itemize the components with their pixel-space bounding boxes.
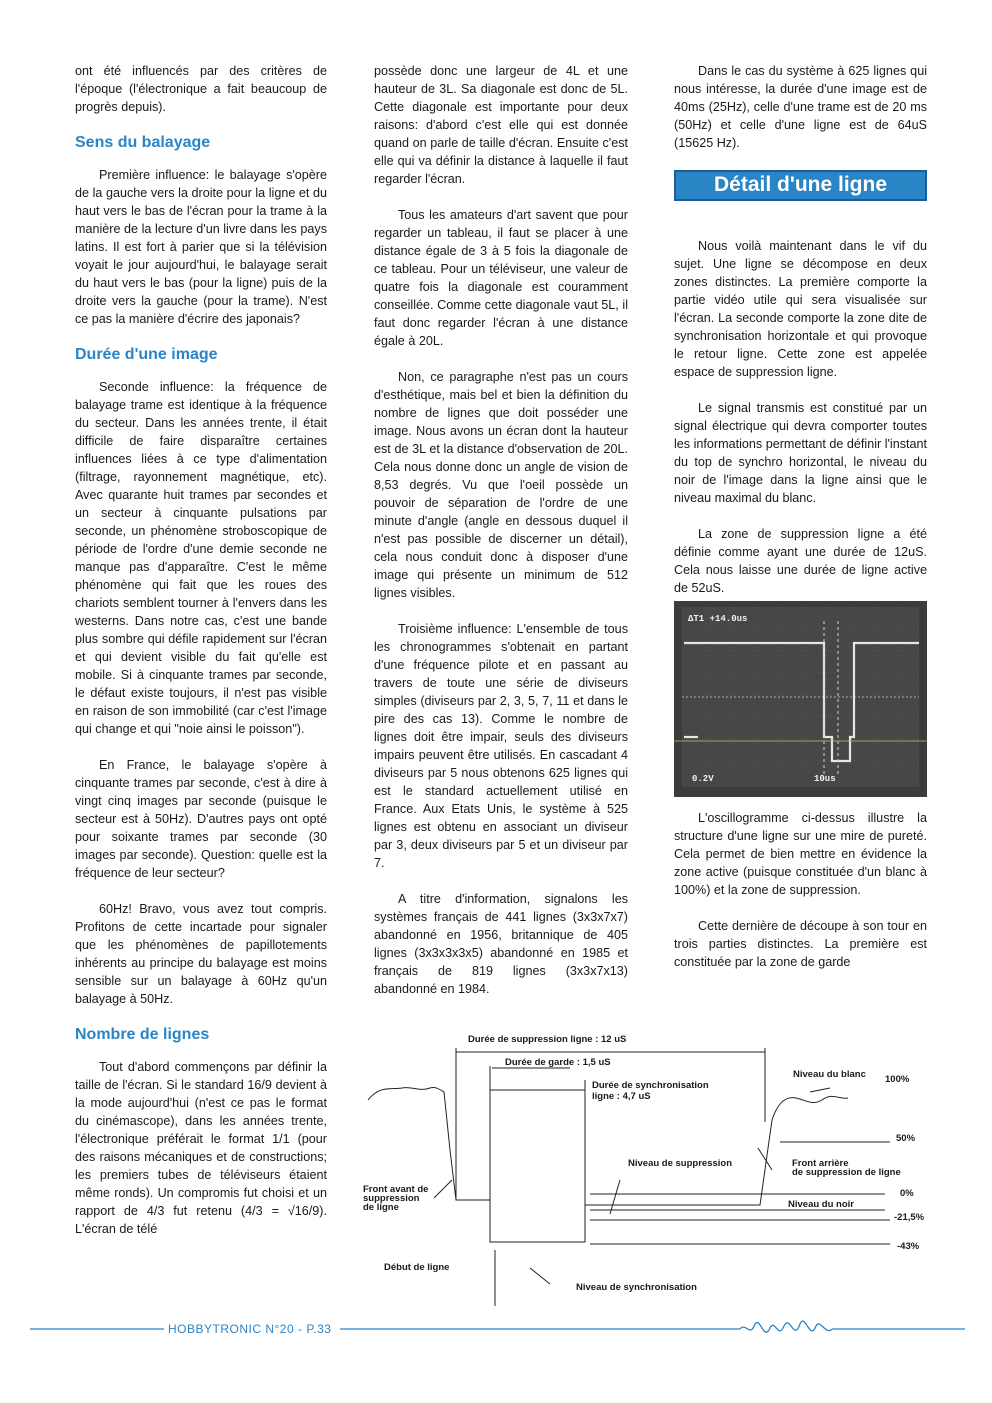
column-left [75,62,327,1256]
section-heading-nombre-lignes: Nombre de lignes [75,1026,210,1043]
label-front-porch-1: Front avant de [363,1184,429,1195]
label-minus-43pct: -43% [897,1241,920,1252]
paragraph: Le signal transmis est constitué par un signal électrique qui devra comporter toutes les informations permettant de définir l'instant du top de synchro horizontal, le niveau du noir de l'image dans la ligne ainsi que le niveau maximal du blanc. [674,401,928,505]
label-sync-duration-1: Durée de synchronisation [592,1080,709,1091]
oscilloscope-image [674,601,927,797]
paragraph: Nous voilà maintenant dans le vif du sujet. Une ligne se décompose en deux zones distinctes. La première comporte la partie vidéo utile qui sera visualisée sur l'écran. La seconde comporte la zone dite de synchronisation horizontale et qui provoque le retour ligne. Cette zone est appelée espace de suppression ligne. [674,239,927,379]
paragraph: Tous les amateurs d'art savent que pour regarder un tableau, il faut se placer à une distance égale de 3 à 5 fois la diagonale de ce tableau. Pour un téléviseur, une valeur de quatre fois la diagonale est couramment conseillée. Comme cette diagonale vaut 5L, il faut donc regarder l'écran à une distance égale à 20L. [374,208,628,348]
footer-page-label: HOBBYTRONIC N°20 - P.33 [168,1322,332,1336]
paragraph: possède donc une largeur de 4L et une hauteur de 3L. Sa diagonale est donc de 5L. Cette diagonale est importante pour deux raisons: d'abord c'est elle qui est donnée quand on parle de taille d'écran. Ensuite c'est elle qui va définir la distance à laquelle il faut regarder l'écran. [374,64,628,186]
paragraph: Cette dernière de découpe à son tour en trois parties distinctes. La première est constituée par la zone de garde [674,919,927,969]
label-guard-duration: Durée de garde : 1,5 uS [505,1057,611,1068]
label-minus-21-5pct: -21,5% [894,1212,925,1223]
label-white-level: Niveau du blanc [793,1069,866,1080]
label-suppression-level: Niveau de suppression [628,1158,733,1169]
label-back-porch-2: de suppression de ligne [792,1167,901,1178]
label-sync-duration-2: ligne : 4,7 uS [592,1091,651,1102]
paragraph: Troisième influence: L'ensemble de tous les chronogrammes s'obtenait en partant d'une fréquence pilote et en passant au travers de toute une série de diviseurs simples (diviseurs par 2, 3, 5, 7, 11 et dans le pire des cas 13). Comme le nombre de lignes doit être impair, seuls des diviseurs impairs peuvent être utilisés. En cascadant 4 diviseurs par 5 nous obtenons 625 lignes qui est le standard actuellement utilisé en France. Aux Etats Unis, le système à 525 lignes est obtenu en associant un diviseur par 3, deux diviseurs par 5 et un diviseur par 7. [374,622,628,870]
column-middle [374,62,628,1016]
paragraph: Première influence: le balayage s'opère de la gauche vers la droite pour la ligne et du haut vers le bas de l'écran pour la trame à la manière de la lecture d'un livre dans les pays latins. Il est fort à parier que si la télévision voyait le jour aujourd'hui, le balayage serait du haut vers le bas (pour la ligne) puis de la droite vers la gauche (pour la trame). N'est ce pas la manière d'écrire des japonais? [75,168,327,326]
paragraph: Seconde influence: la fréquence de balayage trame est identique à la fréquence du secteur. Dans les années trente, il était difficile de faire disparaître certaines influences liées à ce type d'alimentation (filtrage, rayonnement magnétique, etc). Avec quarante huit trames par secondes et un secteur à cinquante pulsations par seconde, un phénomène stroboscopique de période de l'ordre d'une demie seconde ne manque pas d'apparaître. C'est le même phénomène qui fait que les roues des chariots semblent tourner à l'envers dans les westerns. Dans notre cas, c'est une bande plus sombre qui défile rapidement sur l'écran et qui devient visible du fait qu'elle est mobile. Si à cinquante trames par seconde, le défaut existe toujours, il n'est pas visible en raison de son immobilité (car c'est l'image qui change et qui "noie ainsi le poisson"). [75,380,327,736]
label-0pct: 0% [900,1188,914,1199]
section-banner-detail-ligne: Détail d'une ligne [674,170,927,201]
label-50pct: 50% [896,1133,916,1144]
paragraph: A titre d'information, signalons les systèmes français de 441 lignes (3x3x7x7) abandonné en 1956, britannique de 405 lignes (3x3x3x3x5) abandonné en 1985 et français de 819 lignes (3x3x7x13) abandonné en 1984. [374,892,628,996]
section-heading-sens-balayage: Sens du balayage [75,134,211,151]
label-suppression-duration: Durée de suppression ligne : 12 uS [468,1034,627,1045]
paragraph: ont été influencés par des critères de l'époque (l'électronique a fait beaucoup de progrès depuis). [75,64,327,114]
label-100pct: 100% [885,1074,910,1085]
label-sync-level: Niveau de synchronisation [576,1282,697,1293]
paragraph: La zone de suppression ligne a été définie comme ayant une durée de 12uS. Cela nous laisse une durée de ligne active de 52uS. [674,527,927,595]
label-line-start: Début de ligne [384,1262,450,1273]
paragraph: En France, le balayage s'opère à cinquante trames par seconde, c'est à dire à vingt cinq images par seconde (puisque le secteur est à 50Hz). D'autres pays ont opté pour soixante trames par seconde (30 images par seconde). Question: quelle est la fréquence de leur secteur? [75,758,327,880]
footer-rule [0,1312,992,1352]
scope-volt-label: 0.2V [692,774,714,784]
label-back-porch-1: Front arrière [792,1158,849,1169]
column-right [674,62,927,989]
label-black-level: Niveau du noir [788,1199,854,1210]
scope-delta-label: ΔT1 +14.0us [688,614,748,624]
paragraph: 60Hz! Bravo, vous avez tout compris. Profitons de cette incartade pour signaler que les phénomènes de papillotements inhérents au principe du balayage est moins sensible sur un balayage à 60Hz qu'un balayage à 50Hz. [75,902,327,1006]
paragraph: Tout d'abord commençons par définir la taille de l'écran. Si le standard 16/9 devient à la mode aujourd'hui (n'est ce pas le format du cinémascope), dans les années trente, l'électronique préférait le format 1/1 (pour des raisons mécaniques et de constructions; les premiers tubes de téléviseurs étaient même ronds). Un compromis fut choisi et un rapport de 4/3 fut retenu (4/3 = √16/9). L'écran de télé [75,1060,327,1236]
label-front-porch-3: de ligne [363,1202,399,1213]
line-timing-diagram [360,1030,940,1310]
section-heading-duree-image: Durée d'une image [75,346,218,363]
label-front-porch-2: suppression [363,1193,420,1204]
scope-time-label: 10us [814,774,836,784]
paragraph: L'oscillogramme ci-dessus illustre la structure d'une ligne sur une mire de pureté. Cela permet de bien mettre en évidence la zone active (puisque constituée d'un blanc à 100%) et la zone de suppression. [674,811,927,897]
paragraph: Dans le cas du système à 625 lignes qui nous intéresse, la durée d'une image est de 40ms (25Hz), celle d'une trame est de 20 ms (50Hz) et celle d'une ligne est de 64uS (15625 Hz). [674,64,927,150]
paragraph: Non, ce paragraphe n'est pas un cours d'esthétique, mais bel et bien la définition du nombre de lignes que doit posséder une image. Nous avons un écran dont la hauteur est de 3L et la distance d'observation de 20L. Cela nous donne donc un angle de vision de 8,53 degrés. Vu que l'oeil possède un pouvoir de séparation de l'ordre de une minute d'angle (angle en dessous duquel il n'est pas possible de discerner un détail), cela nous conduit donc à disposer d'une image qui présente un minimum de 512 lignes visibles. [374,370,628,600]
